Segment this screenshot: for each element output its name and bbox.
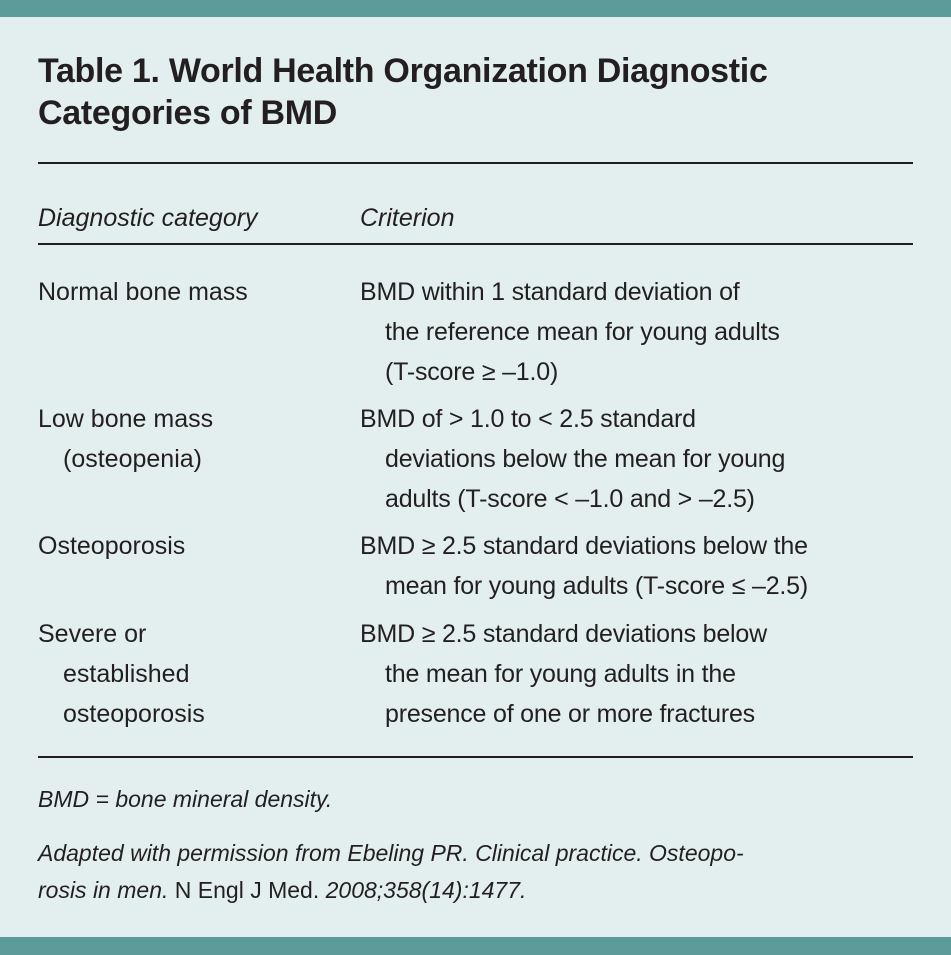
criterion-cell	[360, 526, 808, 606]
footnote: BMD = bone mineral density.	[38, 786, 333, 812]
criterion-line: the reference mean for young adults	[385, 318, 780, 346]
category-line: established	[63, 660, 190, 688]
category-cell	[38, 272, 248, 312]
criterion-cell	[360, 614, 767, 734]
table-title: Table 1. World Health Organization Diagnostic Categories of BMD	[38, 52, 768, 132]
criterion-line: BMD of > 1.0 to < 2.5 standard	[360, 405, 696, 433]
criterion-line: presence of one or more fractures	[385, 700, 755, 728]
source-note	[38, 835, 744, 909]
criterion-cell	[360, 399, 785, 519]
title-rule	[38, 162, 913, 164]
header-diagnostic-category: Diagnostic category	[38, 204, 258, 232]
source-article: rosis in men.	[38, 877, 169, 903]
source-journal: N Engl J Med.	[168, 877, 326, 903]
header-rule	[38, 243, 913, 245]
source-citation: 2008;358(14):1477.	[325, 877, 527, 903]
criterion-line: BMD within 1 standard deviation of	[360, 278, 740, 306]
criterion-line: the mean for young adults in the	[385, 660, 736, 688]
top-band	[0, 0, 951, 17]
category-cell	[38, 399, 213, 479]
category-line: (osteopenia)	[63, 445, 202, 473]
source-line-1: Adapted with permission from Ebeling PR. Clinical practice. Osteopo-	[38, 840, 744, 866]
criterion-line: deviations below the mean for young	[385, 445, 786, 473]
bottom-band	[0, 937, 951, 955]
criterion-line: BMD ≥ 2.5 standard deviations below the	[360, 532, 808, 560]
criterion-line: BMD ≥ 2.5 standard deviations below	[360, 620, 767, 648]
category-line: Normal bone mass	[38, 278, 248, 306]
category-line: osteoporosis	[63, 700, 205, 728]
criterion-line: mean for young adults (T-score ≤ –2.5)	[385, 572, 808, 600]
bottom-rule	[38, 756, 913, 758]
category-cell	[38, 614, 205, 734]
category-line: Severe or	[38, 620, 147, 648]
category-line: Osteoporosis	[38, 532, 186, 560]
category-cell	[38, 526, 185, 566]
criterion-cell	[360, 272, 780, 392]
category-line: Low bone mass	[38, 405, 214, 433]
source-line-2	[38, 872, 744, 909]
criterion-line: (T-score ≥ –1.0)	[385, 358, 559, 386]
criterion-line: adults (T-score < –1.0 and > –2.5)	[385, 485, 755, 513]
header-criterion: Criterion	[360, 204, 455, 232]
